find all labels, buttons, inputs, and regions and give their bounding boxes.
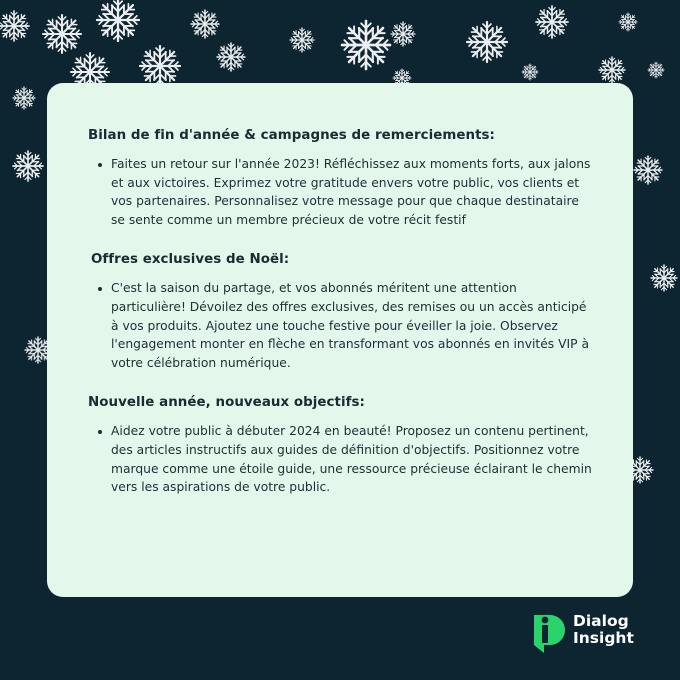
snowflake-icon: [391, 22, 415, 46]
section-heading: Offres exclusives de Noël:: [91, 252, 290, 268]
snowflake-icon: [648, 62, 664, 78]
bullet-item: Aidez votre public à débuter 2024 en beauté! Proposez un contenu pertinent, des articles instructifs aux guides de définition d'objectifs. Positionnez votre marque comme une étoile guide, une ressource précieuse éclairant le chemin vers les aspirations de votre public.: [111, 422, 593, 496]
bullet-item: C'est la saison du partage, et vos abonnés méritent une attention particulière! Dévoilez des offres exclusives, des remises ou un accès anticipé à vos produits. Ajoutez une touche festive pour éveiller la joie. Observez l'engagement monter en flèche en transformant vos abonnés en invités VIP à votre célébration numérique.: [111, 279, 593, 372]
logo-wordmark: [573, 613, 634, 647]
snowflake-icon: [619, 13, 637, 31]
bullet-list: [88, 422, 593, 496]
bullet-item: Faites un retour sur l'année 2023! Réfléchissez aux moments forts, aux jalons et aux victoires. Exprimez votre gratitude envers votre public, vos clients et vos partenaires. Personnalisez votre message pour que chaque destinataire se sente comme un membre précieux de votre récit festif: [111, 155, 593, 229]
snowflake-icon: [13, 151, 43, 181]
snowflake-icon: [140, 46, 180, 86]
section-new-year-goals: [88, 394, 593, 496]
snowflake-icon: [290, 28, 314, 52]
snowflake-icon: [651, 265, 677, 291]
content-card: [47, 83, 633, 597]
section-year-review: [88, 127, 593, 229]
snowflake-icon: [97, 0, 139, 41]
bullet-list: [88, 155, 593, 229]
snowflake-icon: [0, 11, 29, 41]
snowflake-icon: [43, 15, 81, 53]
snowflake-icon: [634, 156, 662, 184]
snowflake-icon: [536, 6, 568, 38]
snowflake-icon: [599, 57, 625, 83]
snowflake-icon: [467, 22, 507, 62]
dialog-insight-logo-icon: [530, 611, 570, 655]
logo-line-1: Dialog: [573, 612, 629, 630]
section-heading: Bilan de fin d'année & campagnes de remerciements:: [88, 128, 495, 143]
snowflake-icon: [191, 10, 219, 38]
snowflake-icon: [522, 64, 538, 80]
dialog-insight-logo: [530, 609, 650, 655]
snowflake-icon: [13, 87, 35, 109]
section-christmas-offers: [88, 251, 593, 372]
snowflake-icon: [217, 43, 245, 71]
section-heading: Nouvelle année, nouveaux objectifs:: [88, 395, 365, 411]
logo-line-2: Insight: [573, 629, 634, 647]
bullet-list: [88, 279, 593, 372]
snowflake-icon: [342, 21, 390, 69]
